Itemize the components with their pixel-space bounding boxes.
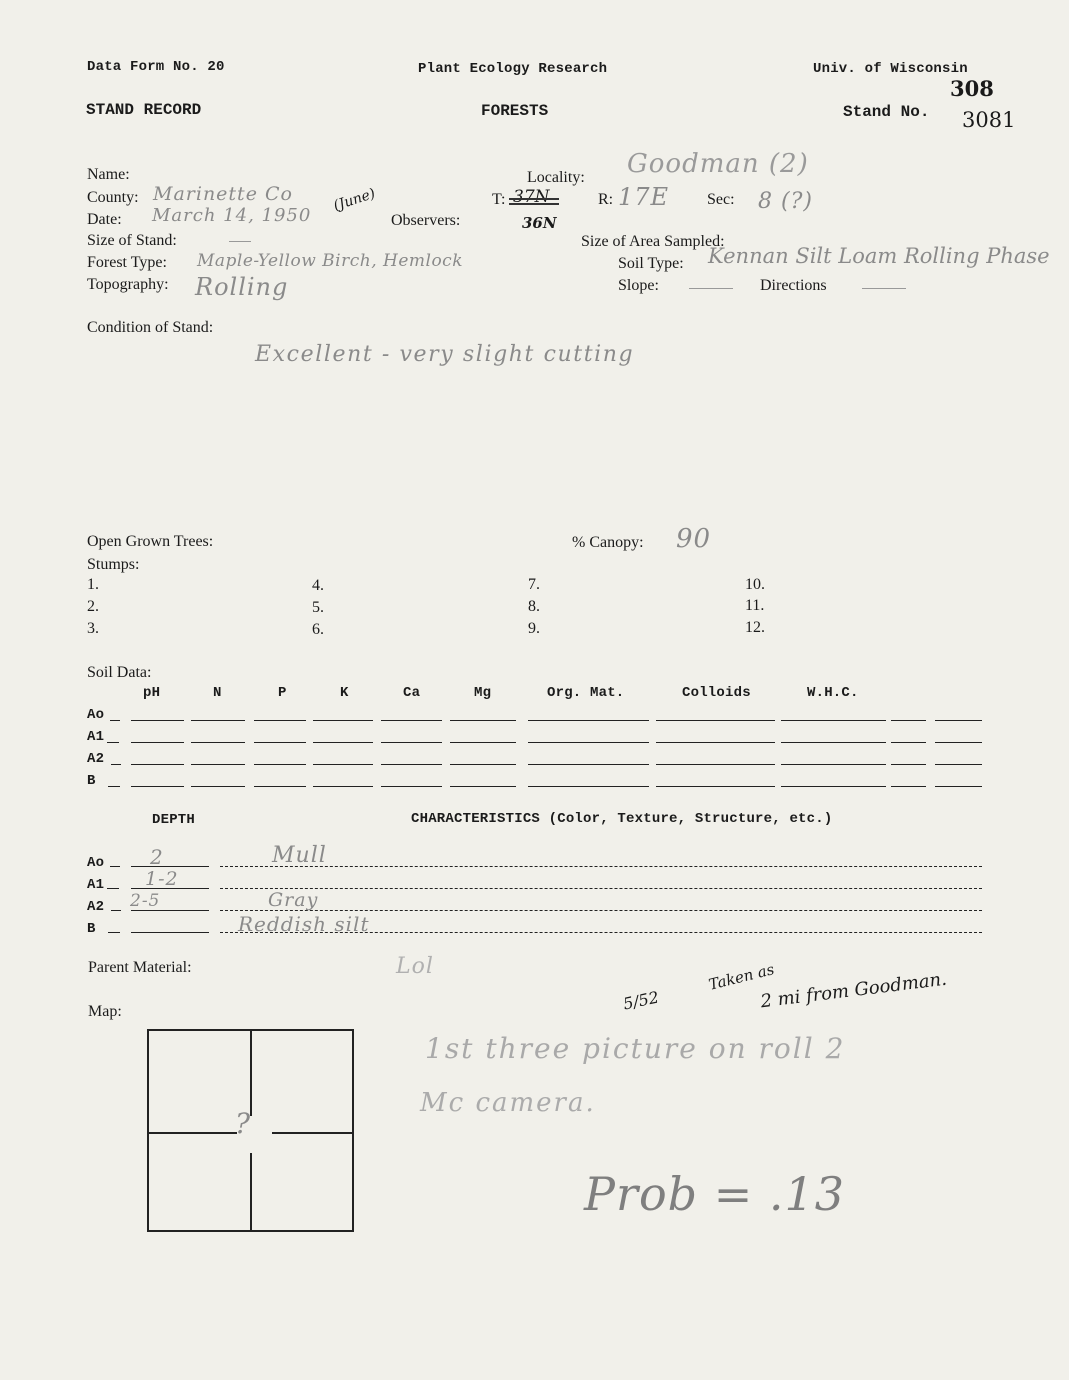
soil-data-cell-line	[656, 764, 775, 765]
stump-number: 4.	[312, 577, 324, 594]
stump-number: 2.	[87, 598, 99, 615]
depth-line	[131, 866, 209, 867]
soil-data-cell-line	[313, 786, 373, 787]
soil-data-cell-line	[191, 764, 245, 765]
canopy-value: 90	[676, 524, 712, 554]
stump-number: 9.	[528, 620, 540, 637]
locality-label: Locality:	[527, 169, 585, 186]
soil-data-cell-line	[656, 720, 775, 721]
soil-data-cell-line	[131, 786, 184, 787]
forest-type-value: Maple-Yellow Birch, Hemlock	[197, 251, 464, 271]
horizon-characteristics: Reddish silt	[238, 912, 370, 936]
forest-type-label: Forest Type:	[87, 254, 167, 271]
soil-row-tick	[108, 786, 120, 787]
topography-value: Rolling	[195, 273, 289, 301]
stump-number: 5.	[312, 599, 324, 616]
soil-row-label: A2	[87, 751, 105, 767]
soil-data-cell-line	[891, 720, 926, 721]
horizon-depth: 2	[150, 845, 164, 869]
soil-data-cell-line	[313, 764, 373, 765]
name-label: Name:	[87, 166, 130, 183]
horizon-depth: 2-5	[130, 891, 161, 911]
r-value: 17E	[618, 183, 670, 211]
soil-data-cell-line	[381, 786, 442, 787]
stumps-label: Stumps:	[87, 556, 140, 573]
county-value: Marinette Co	[153, 183, 293, 205]
soil-data-cell-line	[781, 764, 886, 765]
stand-no-value-bottom: 3081	[962, 108, 1016, 132]
soil-data-cell-line	[254, 764, 306, 765]
note-from: 2 mi from Goodman.	[759, 968, 948, 1013]
soil-data-cell-line	[528, 786, 649, 787]
directions-dash	[862, 288, 906, 289]
research-title: Plant Ecology Research	[418, 61, 608, 77]
soil-data-cell-line	[891, 786, 926, 787]
soil-data-cell-line	[313, 720, 373, 721]
date-value: March 14, 1950	[152, 205, 312, 226]
topography-label: Topography:	[87, 276, 169, 293]
soil-col-header: W.H.C.	[807, 685, 859, 701]
soil-data-cell-line	[935, 720, 982, 721]
soil-data-cell-line	[131, 764, 184, 765]
horizon-tick	[107, 888, 119, 889]
note-date: 5/52	[621, 987, 661, 1014]
horizon-label: A2	[87, 899, 105, 915]
horizon-characteristics: Gray	[268, 889, 319, 911]
soil-data-cell-line	[191, 720, 245, 721]
horizon-label: A1	[87, 877, 105, 893]
soil-data-cell-line	[450, 786, 516, 787]
note-pictures-line-2: Mc camera.	[420, 1088, 596, 1118]
size-of-stand-dash	[229, 241, 251, 242]
depth-heading: DEPTH	[152, 812, 196, 828]
soil-data-cell-line	[656, 786, 775, 787]
horizon-tick	[110, 866, 120, 867]
stump-number: 1.	[87, 576, 99, 593]
locality-value: Goodman (2)	[627, 149, 809, 179]
soil-row-tick	[107, 742, 119, 743]
map-line-v-bottom	[250, 1153, 252, 1232]
soil-data-cell-line	[935, 742, 982, 743]
soil-data-cell-line	[254, 742, 306, 743]
observers-label: Observers:	[391, 212, 461, 229]
stand-record-heading: STAND RECORD	[86, 101, 202, 119]
soil-data-cell-line	[131, 720, 184, 721]
soil-col-header: Ca	[403, 685, 421, 701]
soil-data-cell-line	[450, 742, 516, 743]
soil-data-cell-line	[781, 786, 886, 787]
characteristics-line	[220, 888, 982, 889]
directions-label: Directions	[760, 277, 827, 294]
r-label: R:	[598, 191, 614, 208]
date-label: Date:	[87, 211, 122, 228]
horizon-label: B	[87, 921, 96, 937]
canopy-label: % Canopy:	[572, 534, 644, 551]
soil-col-header: P	[278, 685, 287, 701]
stump-number: 6.	[312, 621, 324, 638]
soil-data-cell-line	[450, 720, 516, 721]
stump-number: 3.	[87, 620, 99, 637]
slope-dash	[689, 288, 733, 289]
horizon-tick	[108, 932, 120, 933]
county-label: County:	[87, 189, 139, 206]
characteristics-line	[220, 910, 982, 911]
soil-col-header: Org. Mat.	[547, 685, 625, 701]
soil-data-cell-line	[528, 764, 649, 765]
t-value-struck: 37N	[513, 187, 550, 207]
soil-col-header: pH	[143, 685, 161, 701]
horizon-label: Ao	[87, 855, 105, 871]
soil-data-cell-line	[891, 764, 926, 765]
soil-data-cell-line	[935, 764, 982, 765]
soil-data-cell-line	[781, 742, 886, 743]
university: Univ. of Wisconsin	[813, 61, 968, 77]
soil-data-cell-line	[450, 764, 516, 765]
slope-label: Slope:	[618, 277, 659, 294]
map-label: Map:	[88, 1003, 122, 1020]
soil-data-cell-line	[313, 742, 373, 743]
t-strike-line	[509, 198, 559, 200]
probability-note: Prob = .13	[584, 1167, 846, 1221]
soil-data-cell-line	[781, 720, 886, 721]
horizon-tick	[111, 910, 121, 911]
horizon-characteristics: Mull	[272, 843, 327, 868]
note-pictures-line-1: 1st three picture on roll 2	[425, 1032, 846, 1065]
soil-type-value: Kennan Silt Loam Rolling Phase	[708, 244, 1050, 268]
stump-number: 10.	[745, 576, 765, 593]
horizon-depth: 1-2	[145, 868, 179, 890]
condition-value: Excellent - very slight cutting	[255, 342, 635, 367]
forests-heading: FORESTS	[481, 102, 549, 120]
map-line-h-left	[149, 1132, 237, 1134]
soil-row-tick	[110, 720, 120, 721]
stump-number: 8.	[528, 598, 540, 615]
depth-line	[131, 932, 209, 933]
soil-data-cell-line	[381, 720, 442, 721]
soil-col-header: N	[213, 685, 222, 701]
soil-col-header: Colloids	[682, 685, 751, 701]
condition-label: Condition of Stand:	[87, 319, 214, 336]
soil-data-cell-line	[656, 742, 775, 743]
soil-data-cell-line	[131, 742, 184, 743]
t-value: 36N	[522, 214, 557, 232]
soil-type-label: Soil Type:	[618, 255, 684, 272]
stump-number: 12.	[745, 619, 765, 636]
soil-data-cell-line	[528, 742, 649, 743]
soil-data-cell-line	[191, 786, 245, 787]
note-taken: Taken as	[706, 960, 777, 994]
open-grown-label: Open Grown Trees:	[87, 533, 214, 550]
soil-data-cell-line	[381, 742, 442, 743]
soil-data-cell-line	[528, 720, 649, 721]
map-line-v-top	[250, 1031, 252, 1116]
parent-material-label: Parent Material:	[88, 959, 192, 976]
stump-number: 11.	[745, 597, 765, 614]
soil-row-tick	[111, 764, 121, 765]
stand-no-value-top: 308	[950, 76, 994, 101]
t-label: T:	[492, 191, 506, 208]
form-number: Data Form No. 20	[87, 59, 225, 75]
sec-value: 8 (?)	[758, 189, 813, 214]
soil-data-cell-line	[191, 742, 245, 743]
t-strike-line-2	[509, 203, 559, 205]
map-mark: ?	[235, 1107, 252, 1140]
soil-col-header: Mg	[474, 685, 492, 701]
parent-material-value: Lol	[396, 954, 434, 979]
soil-data-cell-line	[254, 720, 306, 721]
soil-row-label: B	[87, 773, 96, 789]
size-area-label: Size of Area Sampled:	[581, 233, 725, 250]
map-box	[147, 1029, 354, 1232]
date-note: (June)	[331, 185, 378, 215]
soil-row-label: Ao	[87, 707, 105, 723]
map-line-h-right	[272, 1132, 354, 1134]
stand-no-label: Stand No.	[843, 103, 930, 121]
soil-data-label: Soil Data:	[87, 664, 152, 681]
soil-data-cell-line	[935, 786, 982, 787]
soil-col-header: K	[340, 685, 349, 701]
soil-data-cell-line	[891, 742, 926, 743]
soil-data-cell-line	[254, 786, 306, 787]
characteristics-line	[220, 866, 982, 867]
soil-data-cell-line	[381, 764, 442, 765]
soil-row-label: A1	[87, 729, 105, 745]
sec-label: Sec:	[707, 191, 735, 208]
stump-number: 7.	[528, 576, 540, 593]
size-of-stand-label: Size of Stand:	[87, 232, 177, 249]
characteristics-heading: CHARACTERISTICS (Color, Texture, Structure, etc.)	[411, 811, 833, 827]
